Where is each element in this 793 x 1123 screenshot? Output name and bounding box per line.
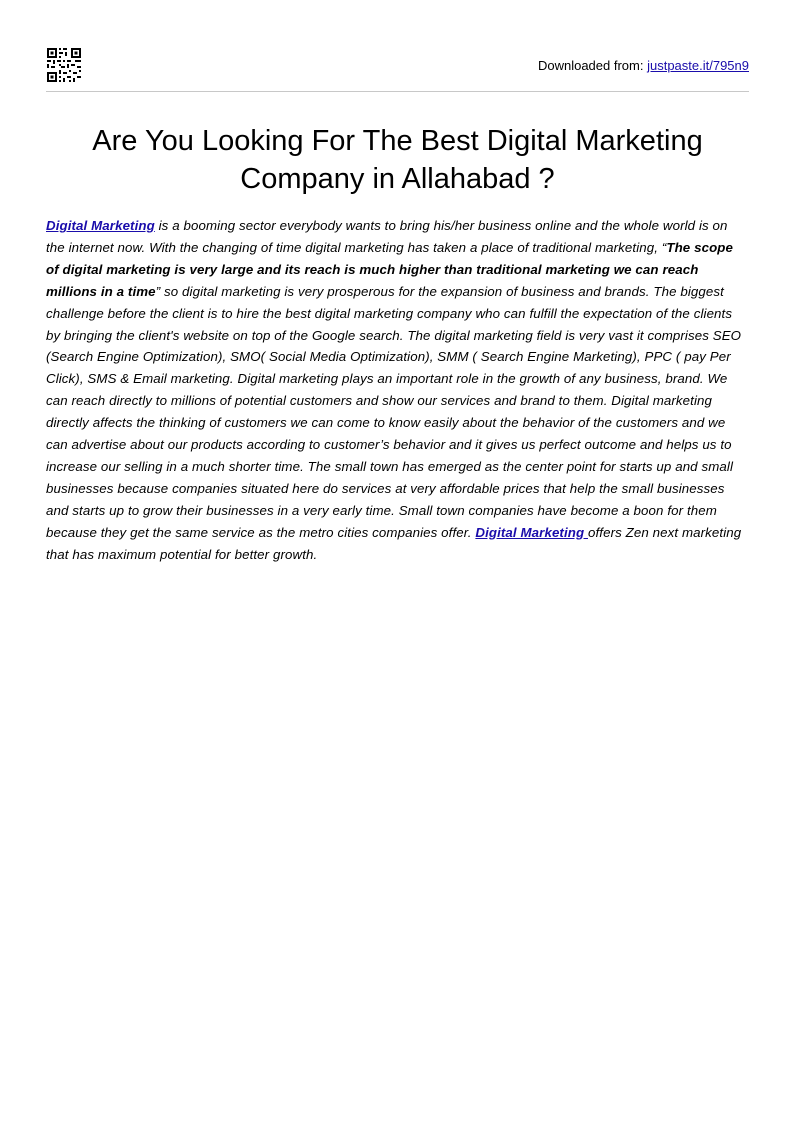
downloaded-from — [538, 58, 749, 73]
digital-marketing-link-1[interactable]: Digital Marketing — [46, 218, 155, 233]
downloaded-label: Downloaded from: — [537, 58, 644, 73]
source-link[interactable]: justpaste.it/795n9 — [647, 58, 749, 73]
paragraph-text-3: offers Zen next marketing that has maximum potential for better growth. — [46, 524, 742, 562]
page-title — [46, 122, 749, 198]
paragraph-text-2: ” so digital marketing is very prosperous for the expansion of business and brands. The biggest challenge before the client is to hire the best digital marketing company who can fulfill the expectation of the clients by bringing the client's website on top of the Google search. The digital marketing field is very vast it comprises SEO (Search Engine Optimization), SMO( Social Media Optimization), SMM ( Search Engine Marketing), PPC ( pay Per Click), SMS & Email marketing. Digital marketing plays an important role in the growth of any business, brand. We can reach directly to millions of potential customers and show our services and brand to them. Digital marketing directly affects the thinking of customers we can come to know easily about the behavior of the customers and we can advertise about our products according to customer’s behavior and it gives us perfect outcome and helps us to increase our selling in a much shorter time. The small town has emerged as the center point for starts up and small businesses because companies situated here do services at very affordable prices that help the small businesses and starts up to grow their businesses in a very early time. Small town companies have become a boon for them because they get the same service as the metro cities companies offer. — [46, 283, 742, 540]
digital-marketing-link-2[interactable]: Digital Marketing — [475, 524, 588, 540]
title-line-1: Are You Looking For The Best Digital Marketing — [92, 125, 703, 157]
qr-code-icon — [46, 47, 82, 83]
article-paragraph — [46, 215, 749, 566]
title-line-2: Company in Allahabad ? — [240, 163, 555, 195]
quote-bold: The scope of digital marketing is very large and its reach is much higher than traditional marketing we can reach millions in a time — [46, 239, 734, 299]
page-header — [46, 47, 749, 92]
paragraph-text-1: is a booming sector everybody wants to bring his/her business online and the whole world is on the internet now. With the changing of time digital marketing has taken a place of traditional marketing, “ — [46, 218, 728, 255]
